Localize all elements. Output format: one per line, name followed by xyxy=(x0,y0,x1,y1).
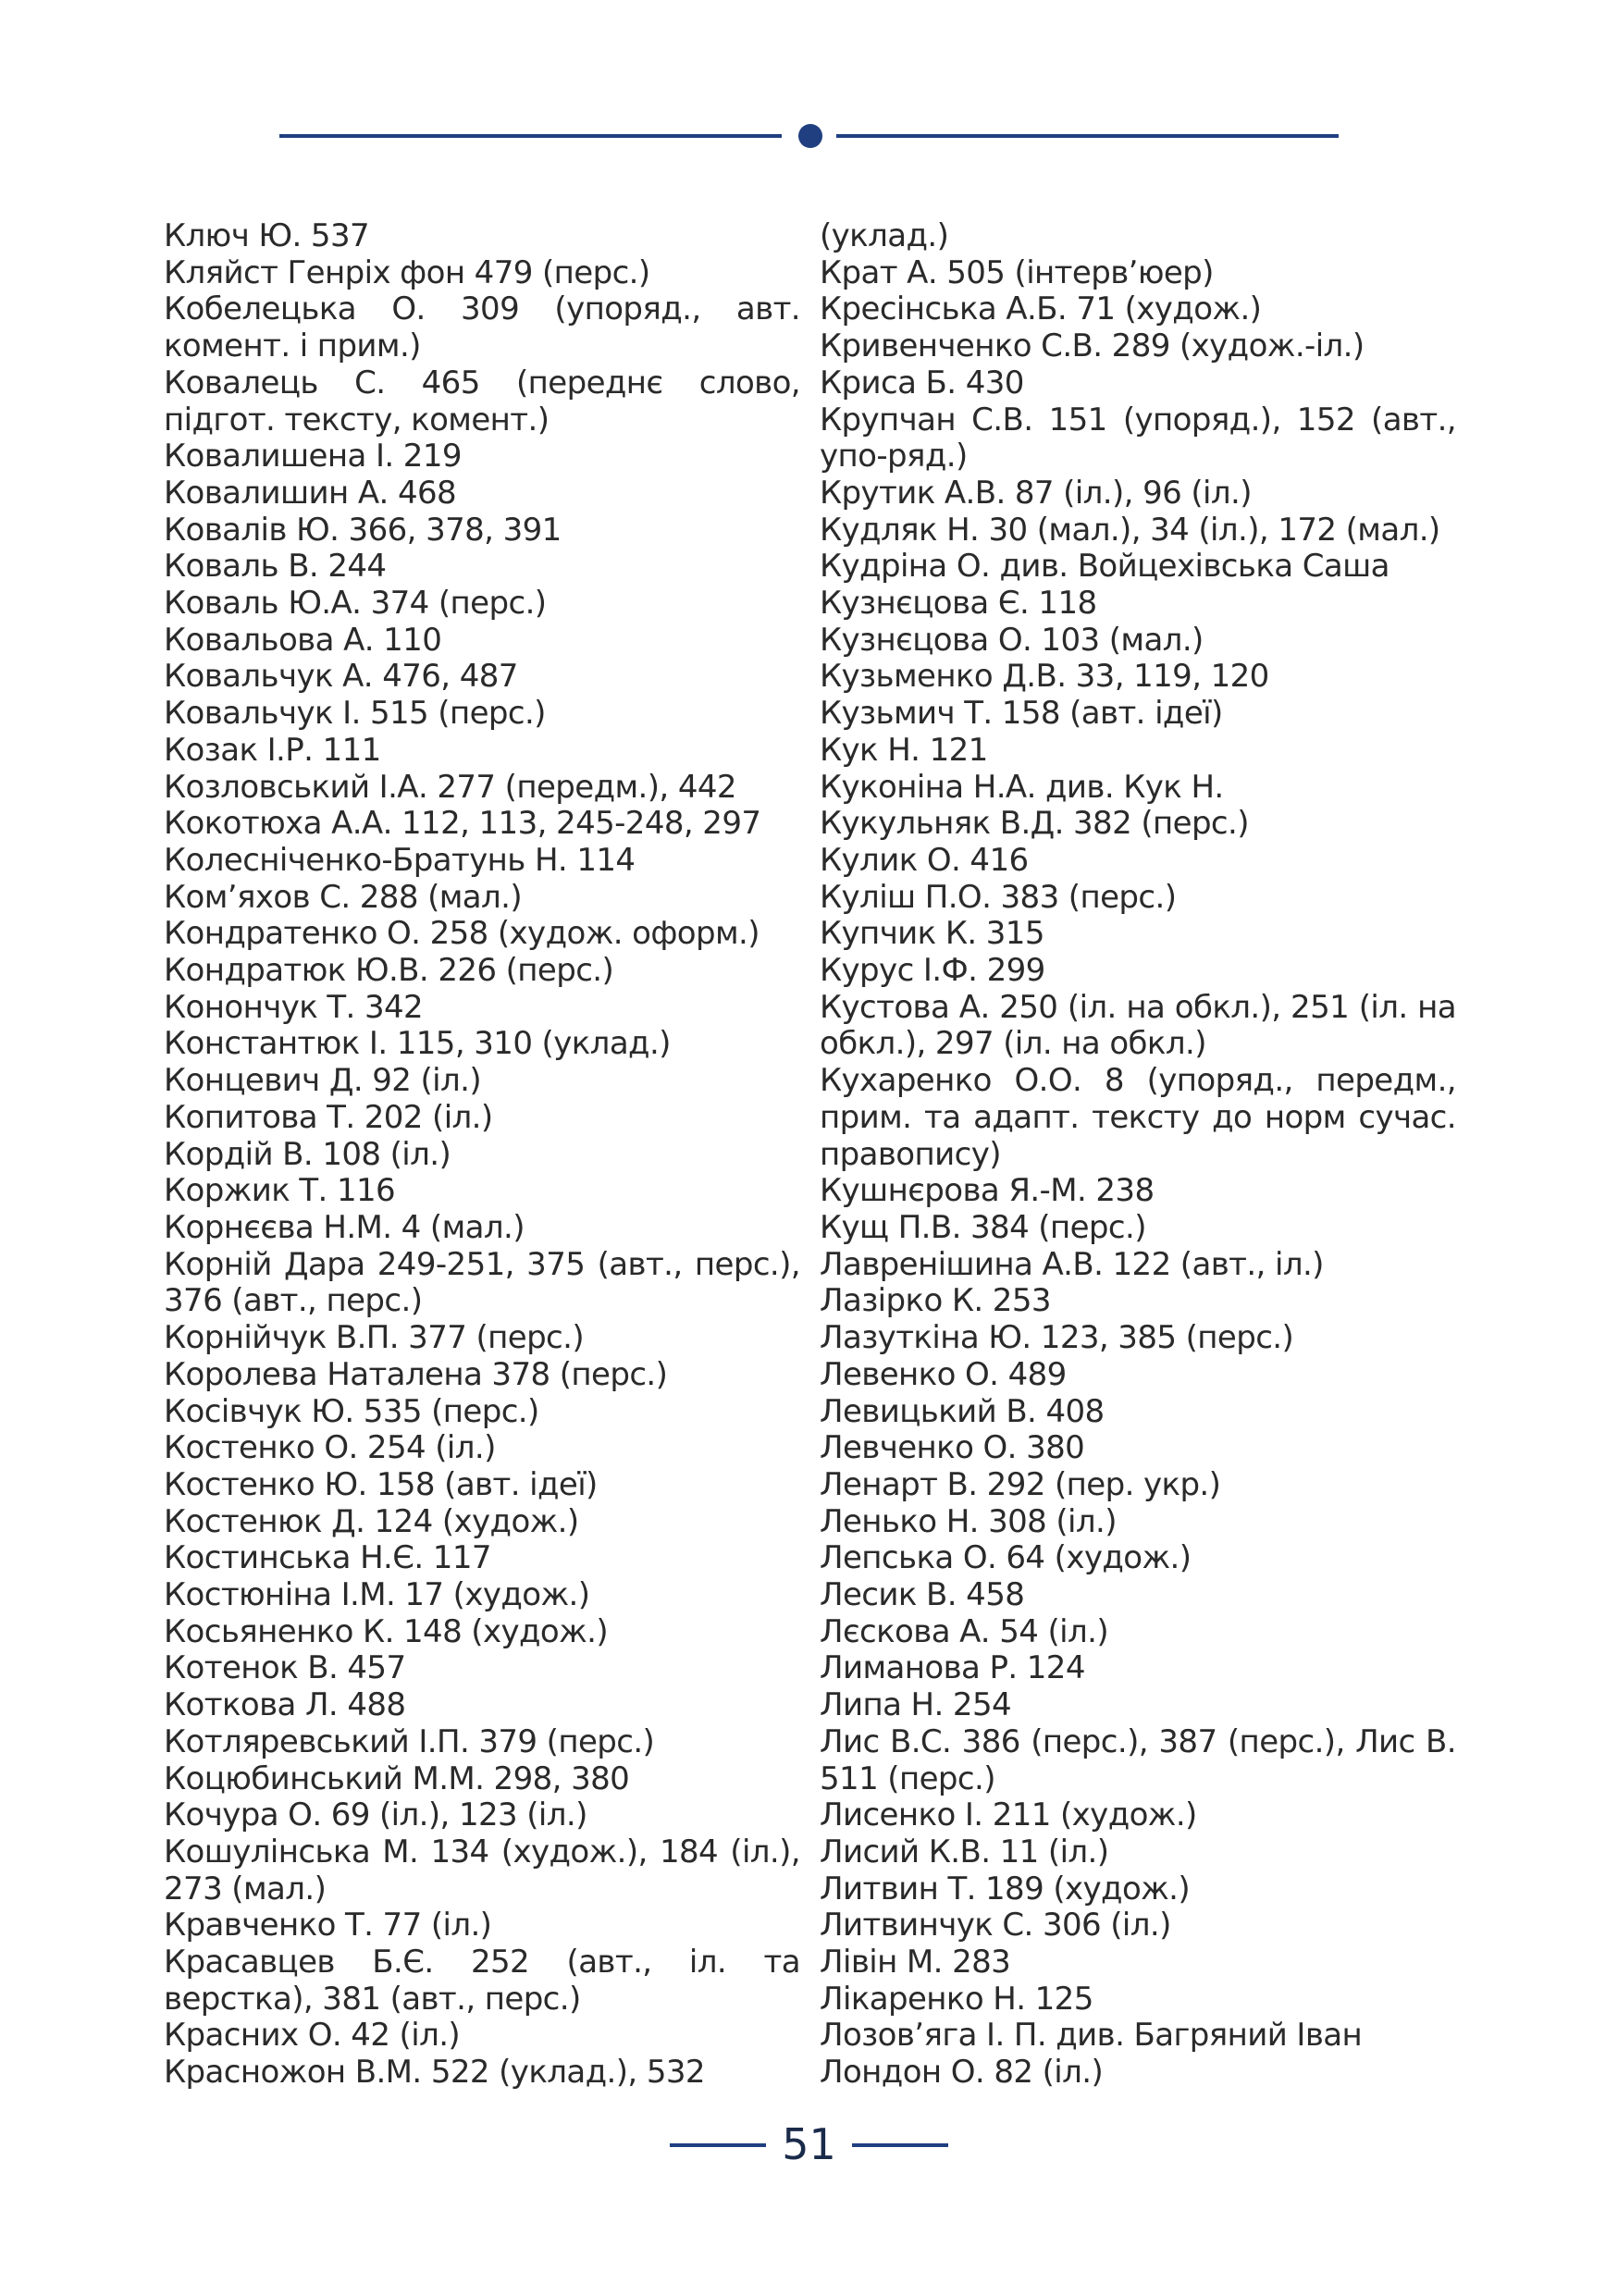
index-entry: Кудляк Н. 30 (мал.), 34 (іл.), 172 (мал.) xyxy=(820,511,1440,549)
index-entry: Куліш П.О. 383 (перс.) xyxy=(820,878,1177,916)
index-entry: Ковалів Ю. 366, 378, 391 xyxy=(164,511,562,549)
page-footer xyxy=(0,2118,1618,2174)
index-entry: Кресінська А.Б. 71 (худож.) xyxy=(820,290,1262,328)
index-entry: Лиманова Р. 124 xyxy=(820,1649,1085,1687)
index-entry: (уклад.) xyxy=(820,217,949,254)
index-entry: Левицький В. 408 xyxy=(820,1392,1105,1430)
index-entry: Лисий К.В. 11 (іл.) xyxy=(820,1833,1109,1870)
index-entry: Конончук Т. 342 xyxy=(164,988,424,1026)
index-entry: Кошулінська М. 134 (худож.), 184 (іл.), 273 (мал.) xyxy=(164,1833,800,1907)
index-entry: Кук Н. 121 xyxy=(820,731,988,769)
index-entry: Криса Б. 430 xyxy=(820,364,1024,401)
index-entry: Крат А. 505 (інтерв’юер) xyxy=(820,253,1214,291)
header-rule-right xyxy=(836,134,1339,138)
index-entry: Литвинчук С. 306 (іл.) xyxy=(820,1907,1171,1944)
index-entry: Ленько Н. 308 (іл.) xyxy=(820,1502,1117,1540)
index-entry: Королева Наталена 378 (перс.) xyxy=(164,1355,668,1393)
index-entry: Костинська Н.Є. 117 xyxy=(164,1539,491,1577)
index-entry: Коваль В. 244 xyxy=(164,548,387,586)
index-entry: Козловський І.А. 277 (передм.), 442 xyxy=(164,768,736,806)
index-entry: Кляйст Генріх фон 479 (перс.) xyxy=(164,253,650,291)
index-entry: Кухаренко О.О. 8 (упоряд., передм., прим. та адапт. тексту до норм сучас. правопису) xyxy=(820,1062,1456,1173)
index-entry: Кондратенко О. 258 (худож. оформ.) xyxy=(164,915,760,953)
index-entry: Кривенченко С.В. 289 (худож.-іл.) xyxy=(820,327,1365,365)
index-entry: Лєскова А. 54 (іл.) xyxy=(820,1612,1108,1650)
index-entry: Курус І.Ф. 299 xyxy=(820,952,1045,990)
index-entry: Левченко О. 380 xyxy=(820,1429,1085,1467)
index-entry: Константюк І. 115, 310 (уклад.) xyxy=(164,1025,671,1063)
index-entry: Косівчук Ю. 535 (перс.) xyxy=(164,1392,539,1430)
index-entry: Корнійчук В.П. 377 (перс.) xyxy=(164,1319,585,1357)
index-entry: Ковалишена І. 219 xyxy=(164,438,462,475)
index-entry: Лондон О. 82 (іл.) xyxy=(820,2054,1104,2092)
index-entry: Коткова Л. 488 xyxy=(164,1686,406,1724)
index-entry: Липа Н. 254 xyxy=(820,1686,1012,1724)
index-entry: Коржик Т. 116 xyxy=(164,1172,396,1210)
index-entry: Левенко О. 489 xyxy=(820,1355,1067,1393)
index-entry: Кузнєцова Є. 118 xyxy=(820,585,1097,623)
index-entry: Красних О. 42 (іл.) xyxy=(164,2017,461,2055)
index-entry: Ком’яхов С. 288 (мал.) xyxy=(164,878,523,916)
index-entry: Котенок В. 457 xyxy=(164,1649,406,1687)
index-entry: Ковальова А. 110 xyxy=(164,621,442,659)
index-entry: Кордій В. 108 (іл.) xyxy=(164,1135,451,1173)
index-entry: Кушнєрова Я.-М. 238 xyxy=(820,1172,1155,1210)
index-entry: Лис В.С. 386 (перс.), 387 (перс.), Лис В. 511 (перс.) xyxy=(820,1722,1456,1797)
index-entry: Кудріна О. див. Войцехівська Саша xyxy=(820,548,1390,586)
index-entry: Кузьменко Д.В. 33, 119, 120 xyxy=(820,658,1269,696)
index-entry: Ленарт В. 292 (пер. укр.) xyxy=(820,1465,1221,1503)
index-entry: Ковалець С. 465 (переднє слово, підгот. тексту, комент.) xyxy=(164,364,800,438)
index-entry: Кукульняк В.Д. 382 (перс.) xyxy=(820,805,1249,843)
index-entry: Куконіна Н.А. див. Кук Н. xyxy=(820,768,1224,806)
index-entry: Костенко О. 254 (іл.) xyxy=(164,1429,496,1467)
index-entry: Кочура О. 69 (іл.), 123 (іл.) xyxy=(164,1796,587,1834)
index-entry: Кузнєцова О. 103 (мал.) xyxy=(820,621,1204,659)
header-dot xyxy=(798,124,822,148)
header-ornament xyxy=(0,0,1618,185)
index-entry: Колесніченко-Братунь Н. 114 xyxy=(164,841,636,879)
index-entry: Крупчан С.В. 151 (упоряд.), 152 (авт., упо-ряд.) xyxy=(820,401,1456,475)
index-entry: Косьяненко К. 148 (худож.) xyxy=(164,1612,609,1650)
index-entry: Ковальчук А. 476, 487 xyxy=(164,658,518,696)
index-entry: Козак І.Р. 111 xyxy=(164,731,381,769)
footer-rule-left xyxy=(670,2143,766,2147)
index-entry: Лесик В. 458 xyxy=(820,1576,1025,1614)
index-entry: Лозов’яга І. П. див. Багряний Іван xyxy=(820,2017,1363,2055)
index-entry: Кокотюха А.А. 112, 113, 245-248, 297 xyxy=(164,805,761,843)
index-entry: Кравченко Т. 77 (іл.) xyxy=(164,1907,492,1944)
index-entry: Корній Дара 249-251, 375 (авт., перс.), 376 (авт., перс.) xyxy=(164,1245,800,1320)
index-entry: Ключ Ю. 537 xyxy=(164,217,370,254)
index-entry: Концевич Д. 92 (іл.) xyxy=(164,1062,482,1100)
index-entry: Литвин Т. 189 (худож.) xyxy=(820,1870,1191,1907)
index-entry: Лазірко К. 253 xyxy=(820,1282,1051,1320)
footer-rule-right xyxy=(852,2143,948,2147)
index-entry: Костенюк Д. 124 (худож.) xyxy=(164,1502,579,1540)
index-entry: Лепська О. 64 (худож.) xyxy=(820,1539,1192,1577)
index-entry: Ковалишин А. 468 xyxy=(164,474,457,512)
index-entry: Лавренішина А.В. 122 (авт., іл.) xyxy=(820,1245,1324,1283)
index-entry: Красавцев Б.Є. 252 (авт., іл. та верстка), 381 (авт., перс.) xyxy=(164,1944,800,2018)
index-entry: Костюніна І.М. 17 (худож.) xyxy=(164,1576,590,1614)
index-entry: Кустова А. 250 (іл. на обкл.), 251 (іл. на обкл.), 297 (іл. на обкл.) xyxy=(820,988,1456,1063)
index-entry: Костенко Ю. 158 (авт. ідеї) xyxy=(164,1465,598,1503)
index-entry: Лівін М. 283 xyxy=(820,1944,1011,1981)
index-entry: Купчик К. 315 xyxy=(820,915,1044,953)
index-entry: Лікаренко Н. 125 xyxy=(820,1980,1093,2018)
index-entry: Котляревський І.П. 379 (перс.) xyxy=(164,1722,655,1760)
index-entry: Ковальчук І. 515 (перс.) xyxy=(164,695,546,733)
index-entry: Кущ П.В. 384 (перс.) xyxy=(820,1208,1146,1246)
index-entry: Кондратюк Ю.В. 226 (перс.) xyxy=(164,952,614,990)
index-entry: Коваль Ю.А. 374 (перс.) xyxy=(164,585,547,623)
index-column-left xyxy=(164,218,800,2092)
index-entry: Копитова Т. 202 (іл.) xyxy=(164,1098,493,1136)
index-entry: Кобелецька О. 309 (упоряд., авт. комент. і прим.) xyxy=(164,290,800,365)
index-column-right xyxy=(820,218,1456,2092)
index-entry: Коцюбинський М.М. 298, 380 xyxy=(164,1759,630,1797)
index-entry: Красножон В.М. 522 (уклад.), 532 xyxy=(164,2054,705,2092)
index-entry: Лисенко І. 211 (худож.) xyxy=(820,1796,1197,1834)
page-number: 51 xyxy=(782,2119,836,2169)
index-entry: Лазуткіна Ю. 123, 385 (перс.) xyxy=(820,1319,1294,1357)
index-entry: Кулик О. 416 xyxy=(820,841,1029,879)
index-entry: Крутик А.В. 87 (іл.), 96 (іл.) xyxy=(820,474,1252,512)
index-entry: Корнєєва Н.М. 4 (мал.) xyxy=(164,1208,525,1246)
header-rule-left xyxy=(279,134,782,138)
index-entry: Кузьмич Т. 158 (авт. ідеї) xyxy=(820,695,1223,733)
